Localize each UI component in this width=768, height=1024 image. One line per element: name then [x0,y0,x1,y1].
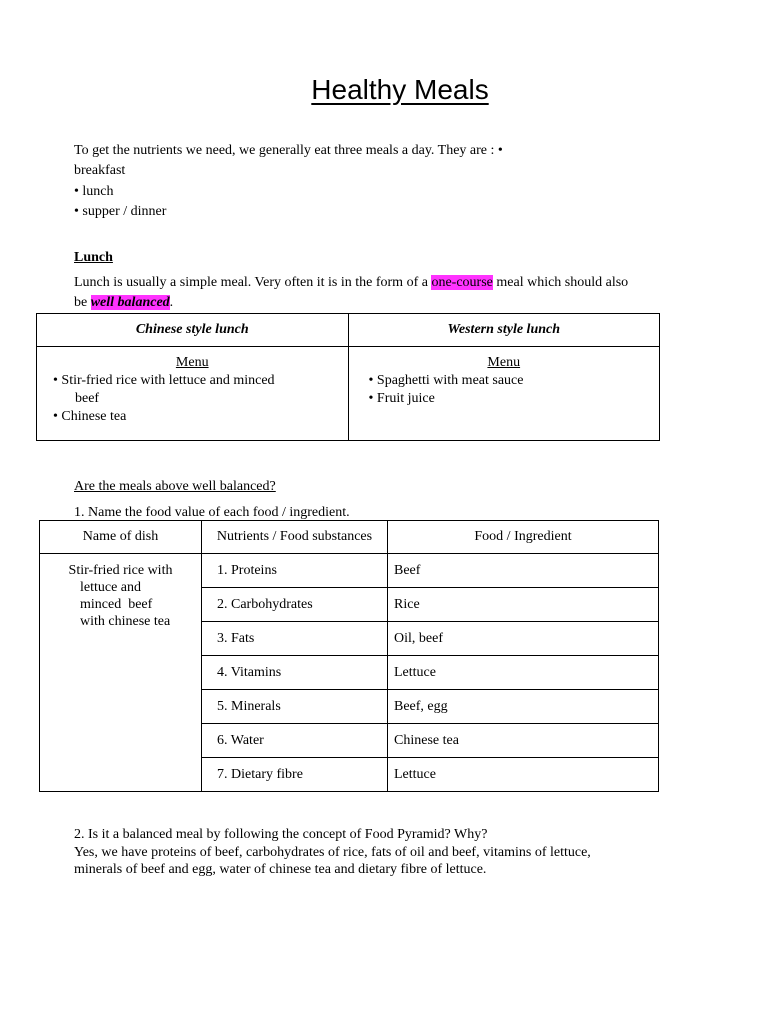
lunch-text-a: Lunch is usually a simple meal. Very often it is in the form of a [74,275,432,290]
food-cell: Beef [388,554,659,588]
dish-line: minced beef [80,597,153,612]
food-cell: Beef, egg [388,690,659,724]
list-item: • Chinese tea [53,409,127,424]
header-food-ingredient: Food / Ingredient [388,521,659,554]
lunch-comparison-table [36,313,660,441]
nutrient-cell: 3. Fats [202,622,388,656]
list-item: • Spaghetti with meat sauce [368,373,524,388]
answer-line-1: Yes, we have proteins of beef, carbohydrates of rice, fats of oil and beef, vitamins of lettuce, [74,845,591,860]
lunch-heading: Lunch [74,250,113,265]
table-row [40,554,659,588]
western-lunch-header: Western style lunch [348,314,660,347]
highlight-one-course: one-course [431,275,493,290]
nutrient-cell: 7. Dietary fibre [202,758,388,792]
food-cell: Chinese tea [388,724,659,758]
lunch-paragraph-line-1 [74,274,628,292]
nutrient-cell: 2. Carbohydrates [202,588,388,622]
header-nutrients: Nutrients / Food substances [202,521,388,554]
nutrient-cell: 6. Water [202,724,388,758]
nutrient-cell: 4. Vitamins [202,656,388,690]
nutrient-table [39,520,659,792]
lunch-text-b: meal which should also [492,275,629,290]
lunch-paragraph-line-2 [74,294,173,312]
western-lunch-cell [348,347,660,441]
chinese-menu-label: Menu [175,355,209,370]
question-1: 1. Name the food value of each food / ingredient. [74,505,350,520]
intro-line-4: • supper / dinner [74,204,167,219]
header-name-of-dish: Name of dish [40,521,202,554]
list-item: • Fruit juice [368,391,435,406]
dish-line: Stir-fried rice with [68,563,173,578]
food-cell: Rice [388,588,659,622]
list-item: • Stir-fried rice with lettuce and minced [53,373,275,388]
intro-line-3: • lunch [74,184,114,199]
page-title: Healthy Meals [311,74,489,105]
intro-line-1: To get the nutrients we need, we generally eat three meals a day. They are : • [74,143,503,158]
chinese-menu-items [37,372,348,426]
question-2: 2. Is it a balanced meal by following the concept of Food Pyramid? Why? [74,827,488,842]
chinese-lunch-header: Chinese style lunch [37,314,349,347]
question-heading: Are the meals above well balanced? [74,479,276,494]
food-cell: Lettuce [388,758,659,792]
western-menu-label: Menu [487,355,521,370]
food-cell: Lettuce [388,656,659,690]
answer-line-2: minerals of beef and egg, water of chinese tea and dietary fibre of lettuce. [74,862,487,877]
dish-line: with chinese tea [80,614,171,629]
highlight-well-balanced: well balanced [90,295,170,310]
nutrient-cell: 1. Proteins [202,554,388,588]
western-menu-items [349,372,660,408]
lunch-text-d: . [169,295,174,310]
dish-line: lettuce and [80,580,142,595]
lunch-text-c: be [74,295,91,310]
list-item: beef [75,391,100,406]
nutrient-cell: 5. Minerals [202,690,388,724]
dish-name-cell [40,554,202,792]
food-cell: Oil, beef [388,622,659,656]
intro-line-2: breakfast [74,163,126,178]
chinese-lunch-cell [37,347,349,441]
